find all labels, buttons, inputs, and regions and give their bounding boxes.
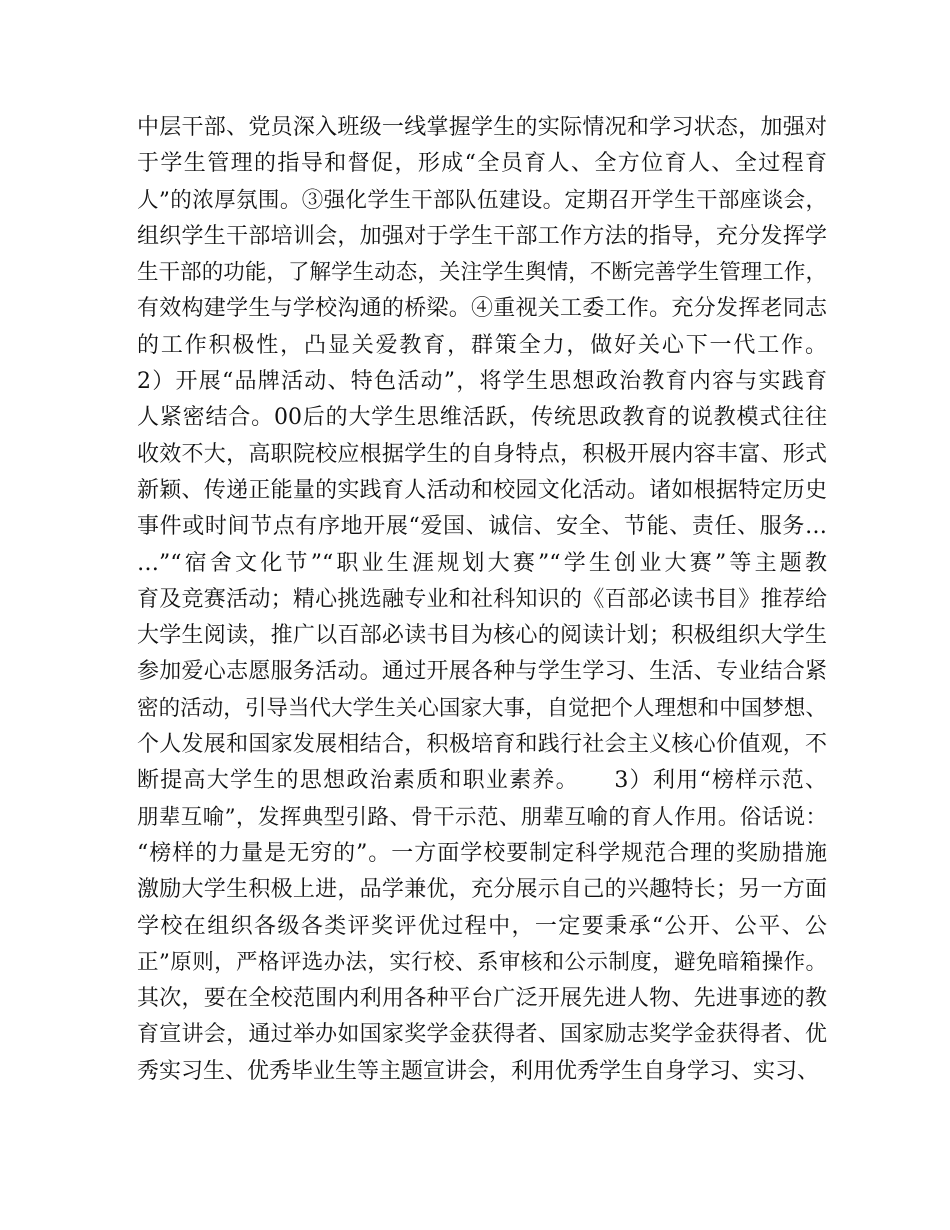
text-line: 秀实习生、优秀毕业生等主题宣讲会，利用优秀学生自身学习、实习、 — [137, 1058, 820, 1084]
text-line: …”“宿舍文化节”“职业生涯规划大赛”“学生创业大赛”等主题教 — [137, 550, 827, 576]
text-line: 其次，要在全校范围内利用各种平台广泛开展先进人物、先进事迹的教 — [137, 986, 827, 1012]
text-line: 生干部的功能，了解学生动态，关注学生舆情，不断完善学生管理工作， — [137, 260, 827, 286]
text-line: 个人发展和国家发展相结合，积极培育和践行社会主义核心价值观，不 — [137, 732, 827, 758]
text-line: 有效构建学生与学校沟通的桥梁。④重视关工委工作。充分发挥老同志 — [137, 296, 827, 322]
text-line: 事件或时间节点有序地开展“爱国、诚信、安全、节能、责任、服务… — [137, 514, 827, 540]
text-line: 密的活动，引导当代大学生关心国家大事，自觉把个人理想和中国梦想、 — [137, 695, 827, 721]
text-line: 大学生阅读，推广以百部必读书目为核心的阅读计划；积极组织大学生 — [137, 623, 827, 649]
text-line: 激励大学生积极上进，品学兼优，充分展示自己的兴趣特长；另一方面 — [137, 877, 827, 903]
text-line: 收效不大，高职院校应根据学生的自身特点，积极开展内容丰富、形式 — [137, 441, 827, 467]
text-line: 中层干部、党员深入班级一线掌握学生的实际情况和学习状态，加强对 — [137, 115, 827, 140]
text-line: 于学生管理的指导和督促，形成“全员育人、全方位育人、全过程育 — [137, 151, 827, 177]
text-line: 朋辈互喻”，发挥典型引路、骨干示范、朋辈互喻的育人作用。俗话说： — [137, 804, 827, 830]
text-line: 学校在组织各级各类评奖评优过程中，一定要秉承“公开、公平、公 — [137, 913, 827, 939]
text-line: 育及竞赛活动；精心挑选融专业和社科知识的《百部必读书目》推荐给 — [137, 586, 827, 612]
text-line: “榜样的力量是无穷的”。一方面学校要制定科学规范合理的奖励措施 — [137, 840, 827, 866]
text-line: 新颖、传递正能量的实践育人活动和校园文化活动。诸如根据特定历史 — [137, 477, 827, 503]
text-line: 的工作积极性，凸显关爱教育，群策全力，做好关心下一代工作。 — [137, 332, 827, 358]
text-line: 2）开展“品牌活动、特色活动”，将学生思想政治教育内容与实践育 — [137, 369, 827, 395]
text-line: 人”的浓厚氛围。③强化学生干部队伍建设。定期召开学生干部座谈会， — [137, 187, 827, 213]
text-line: 组织学生干部培训会，加强对于学生干部工作方法的指导，充分发挥学 — [137, 223, 827, 249]
body-text — [137, 110, 827, 1090]
text-line: 参加爱心志愿服务活动。通过开展各种与学生学习、生活、专业结合紧 — [137, 659, 827, 685]
text-line: 断提高大学生的思想政治素质和职业素养。 3）利用“榜样示范、 — [137, 768, 827, 794]
text-line: 人紧密结合。00后的大学生思维活跃，传统思政教育的说教模式往往 — [137, 405, 827, 431]
text-line: 育宣讲会，通过举办如国家奖学金获得者、国家励志奖学金获得者、优 — [137, 1022, 827, 1048]
text-line: 正”原则，严格评选办法，实行校、系审核和公示制度，避免暗箱操作。 — [137, 949, 827, 975]
